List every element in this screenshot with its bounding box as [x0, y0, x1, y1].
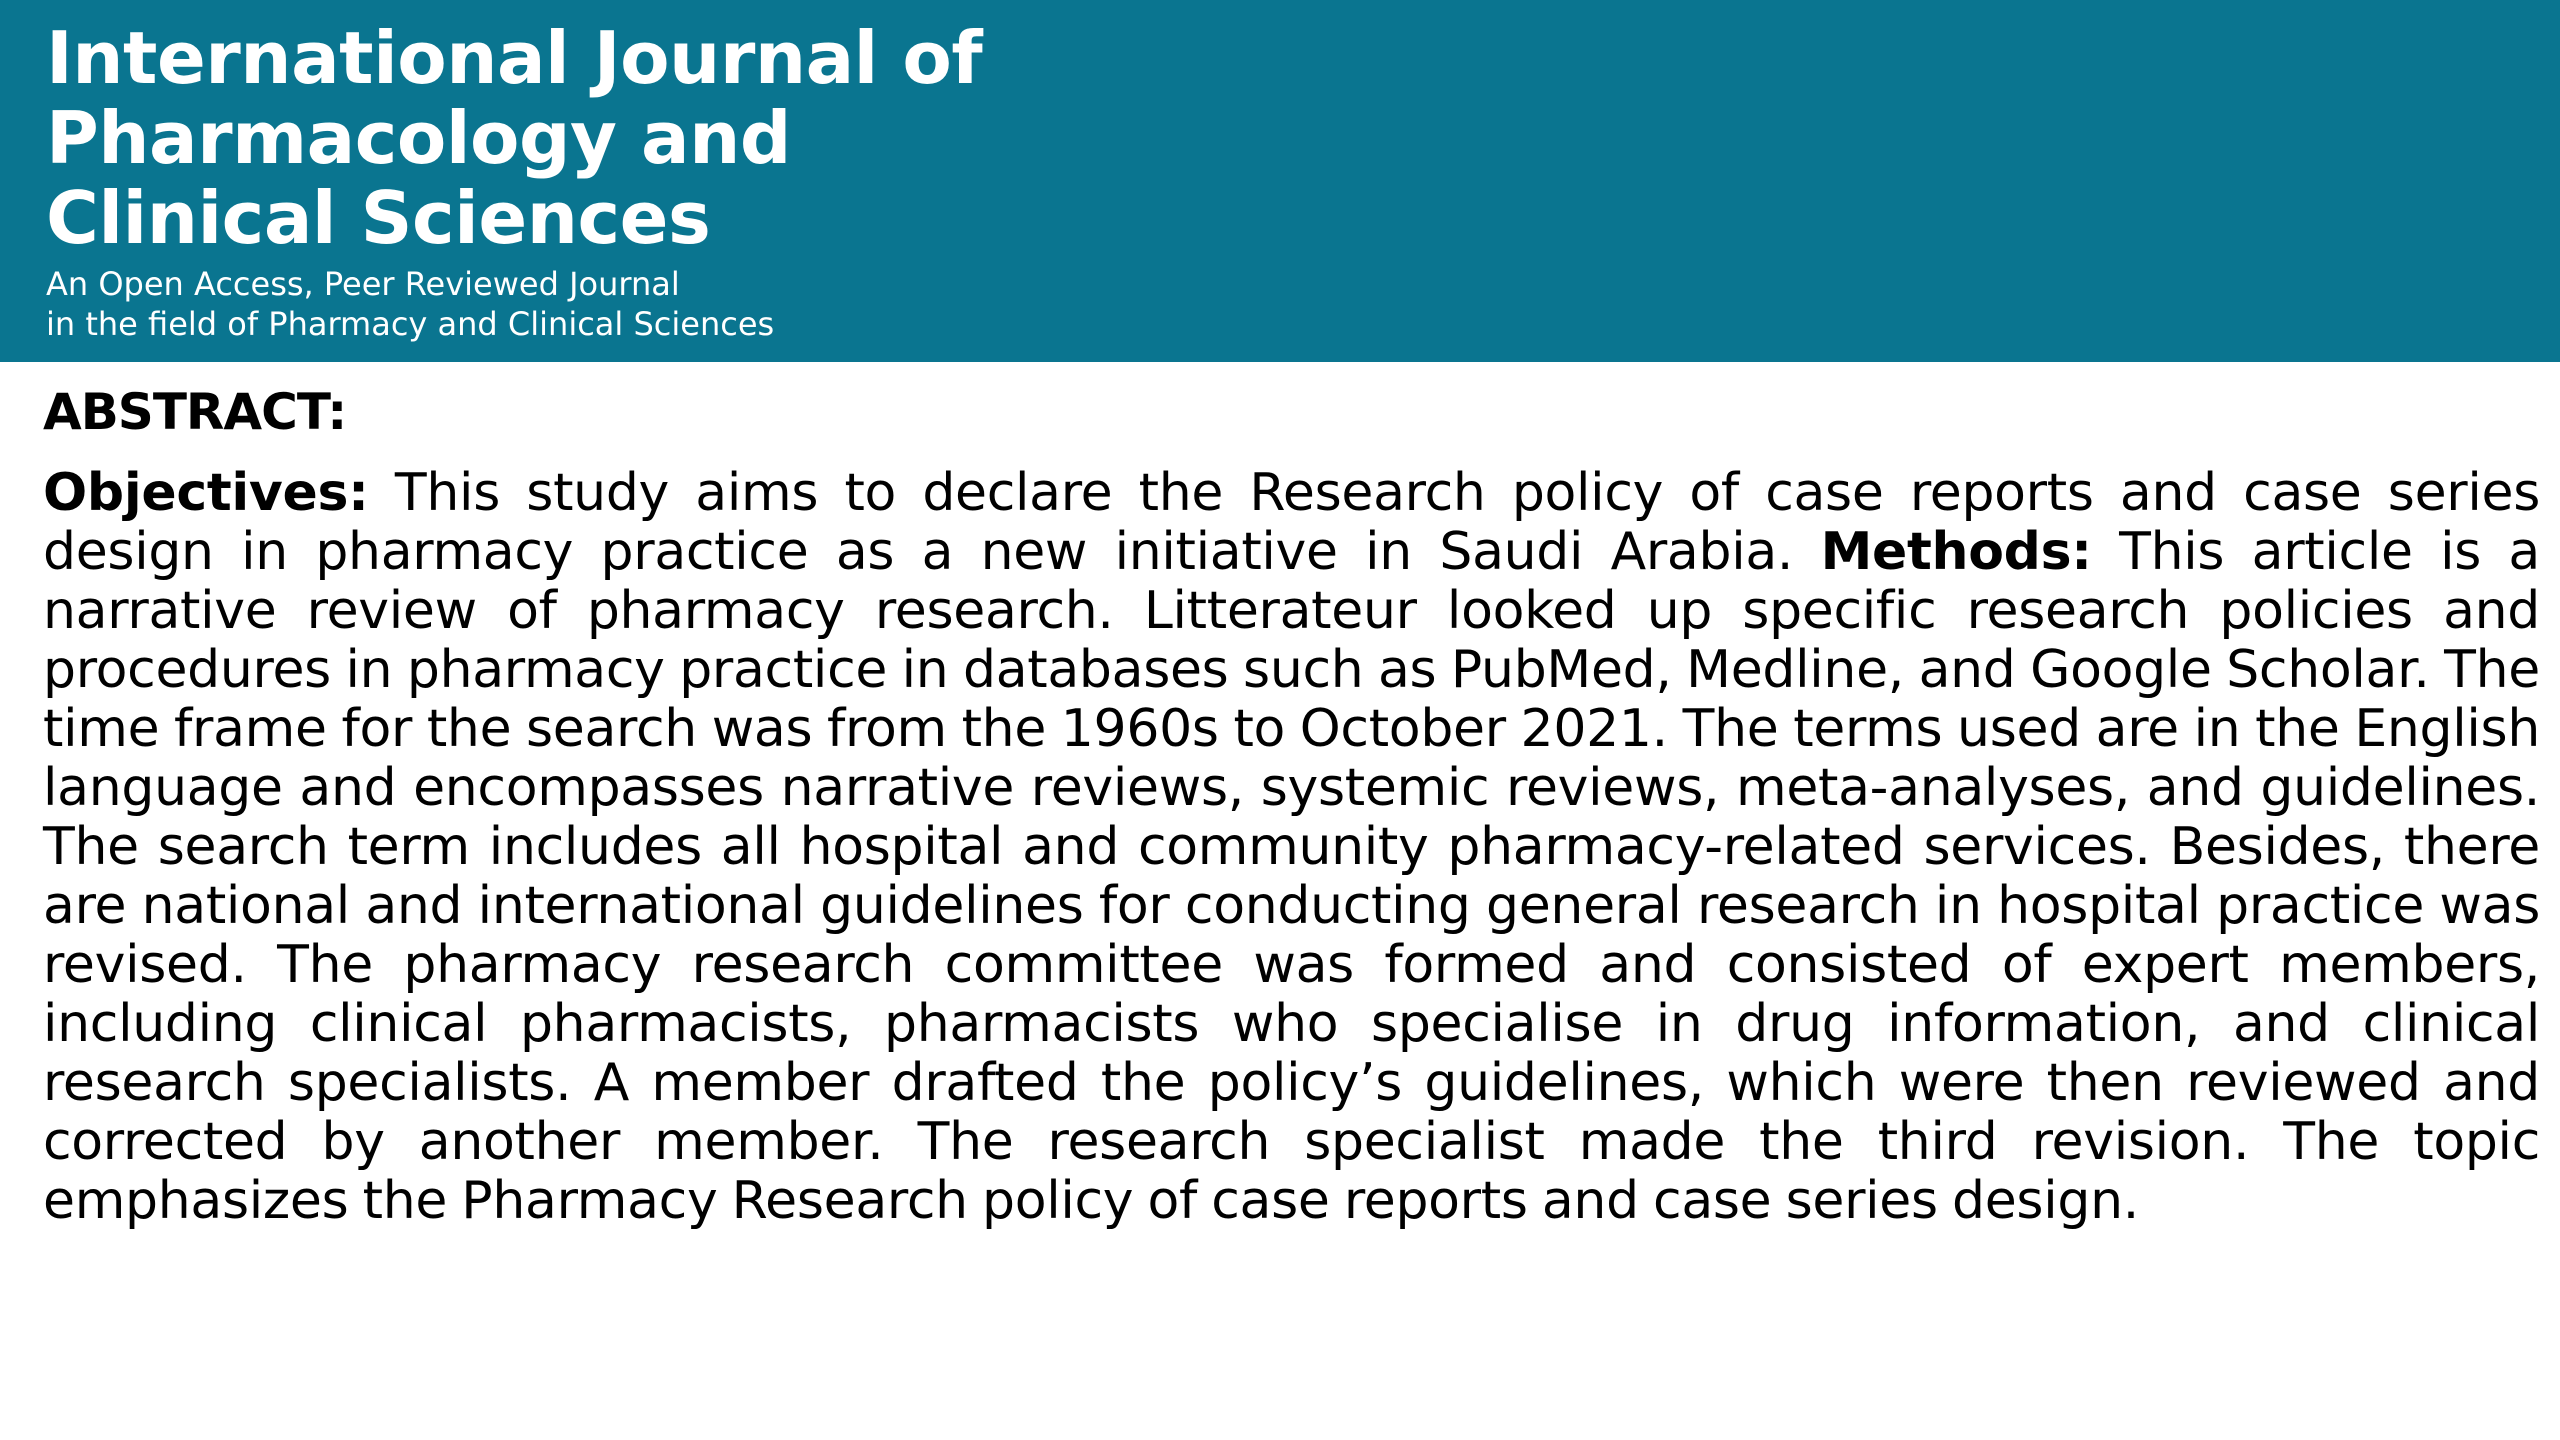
journal-title-line: International Journal of: [46, 16, 983, 100]
objectives-label: Objectives:: [43, 463, 369, 523]
journal-subtitle-line: in the field of Pharmacy and Clinical Sciences: [46, 305, 775, 343]
journal-title: [46, 18, 2560, 258]
journal-title-line: Pharmacology and: [46, 96, 791, 180]
journal-banner: [0, 0, 2560, 362]
journal-subtitle-line: An Open Access, Peer Reviewed Journal: [46, 265, 680, 303]
journal-title-line: Clinical Sciences: [46, 176, 711, 260]
abstract-section: [43, 382, 2540, 1231]
methods-text: This article is a narrative review of pharmacy research. Litterateur looked up specific research policies and procedures in pharmacy practice in databases such as PubMed, Medline, and Google Scholar. The time frame for the search was from the 1960s to October 2021. The terms used are in the English language and encompasses narrative reviews, systemic reviews, meta-analyses, and guidelines. The search term includes all hospital and community pharmacy-related services. Besides, there are national and international guidelines for conducting general research in hospital practice was revised. The pharmacy research committee was formed and consisted of expert members, including clinical pharmacists, pharmacists who specialise in drug information, and clinical research specialists. A member drafted the policy’s guidelines, which were then reviewed and corrected by another member. The research specialist made the third revision. The topic emphasizes the Pharmacy Research policy of case reports and case series design.: [43, 522, 2540, 1231]
journal-subtitle: [46, 264, 2560, 344]
methods-label: Methods:: [1820, 522, 2092, 582]
objectives-text: This study aims to declare the Research policy of case reports and case series design in pharmacy practice as a new initiative in Saudi Arabia.: [43, 463, 2540, 582]
abstract-body: [43, 464, 2540, 1231]
abstract-heading: ABSTRACT:: [43, 383, 347, 441]
